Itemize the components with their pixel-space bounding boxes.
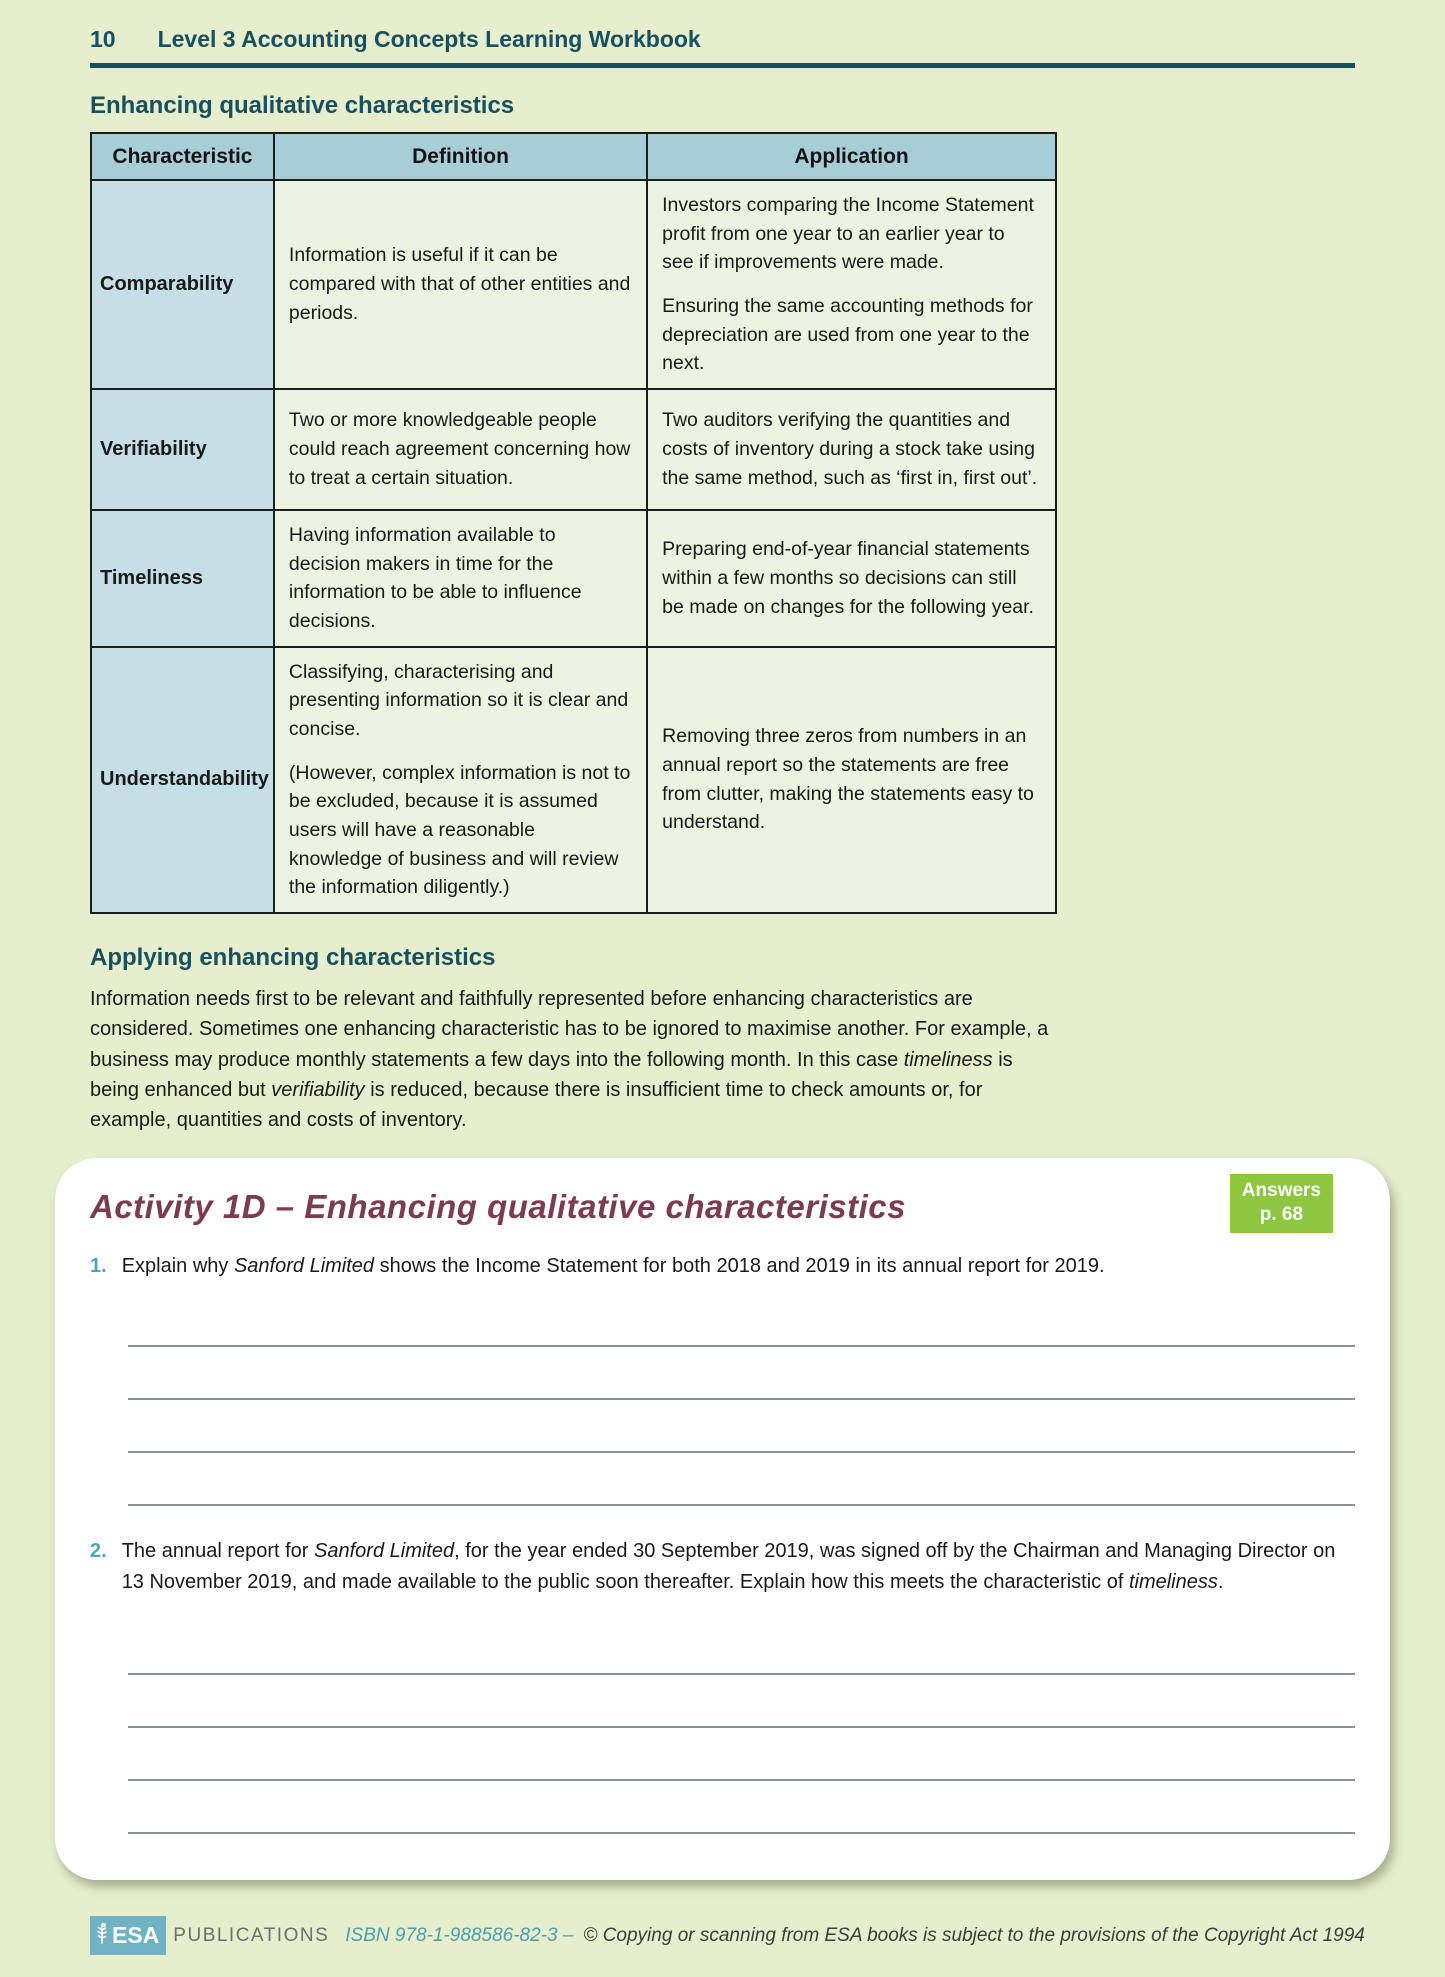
definition-cell: Information is useful if it can be compared with that of other entities and periods.: [274, 180, 647, 389]
question-1-answer-lines: [128, 1294, 1355, 1506]
answer-line: [128, 1728, 1355, 1781]
question-2-answer-lines: [128, 1622, 1355, 1834]
application-cell: Two auditors verifying the quantities and costs of inventory during a stock take using the same method, such as ‘first in, first out’.: [647, 389, 1056, 510]
page-number: 10: [90, 26, 116, 52]
application-cell: Investors comparing the Income Statement profit from one year to an earlier year to see if improvements were made. Ensuring the same accounting methods for depreciation are used from one year to the next.: [647, 180, 1056, 389]
activity-header: [90, 1172, 1355, 1233]
characteristic-cell: Verifiability: [91, 389, 274, 510]
question-1-text: Explain why Sanford Limited shows the Income Statement for both 2018 and 2019 in its annual report for 2019.: [121, 1255, 1105, 1278]
question-2-number: 2.: [90, 1540, 107, 1563]
isbn-text: ISBN 978-1-988586-82-3 –: [345, 1924, 574, 1946]
answer-line: [128, 1453, 1355, 1506]
question-1: [90, 1251, 1355, 1282]
characteristic-cell: Timeliness: [91, 510, 274, 647]
esa-logo: [90, 1916, 166, 1955]
application-cell: Preparing end-of-year financial statements within a few months so decisions can still be made on changes for the following year.: [647, 510, 1056, 647]
copyright-text: © Copying or scanning from ESA books is subject to the provisions of the Copyright Act 1994: [583, 1924, 1365, 1946]
answers-badge-label: Answers: [1241, 1179, 1321, 1201]
answer-line: [128, 1781, 1355, 1834]
table-row: [91, 647, 1056, 913]
column-header-application: Application: [647, 133, 1056, 180]
publications-label: PUBLICATIONS: [173, 1924, 330, 1946]
application-cell: Removing three zeros from numbers in an annual report so the statements are free from clutter, making the statements easy to understand.: [647, 647, 1056, 913]
characteristics-table: [90, 132, 1057, 914]
section-heading-applying: Applying enhancing characteristics: [90, 943, 496, 971]
question-1-number: 1.: [90, 1255, 107, 1278]
answers-badge: [1230, 1174, 1333, 1233]
characteristic-cell: Understandability: [91, 647, 274, 913]
fern-icon: [94, 1921, 110, 1949]
esa-logo-text: ESA: [112, 1921, 160, 1948]
page-footer: [90, 1916, 1365, 1955]
book-title: Level 3 Accounting Concepts Learning Workbook: [157, 26, 701, 52]
table-row: [91, 389, 1056, 510]
answers-badge-page: p. 68: [1259, 1204, 1304, 1226]
applying-paragraph: Information needs first to be relevant and faithfully represented before enhancing characteristics are considered. Sometimes one enhancing characteristic has to be ignored to maximise another. For example, a business may produce monthly statements a few days into the following month. In this case timeliness is being enhanced but verifiability is reduced, because there is insufficient time to check amounts or, for example, quantities and costs of inventory.: [90, 987, 1049, 1132]
definition-cell: Two or more knowledgeable people could reach agreement concerning how to treat a certain situation.: [274, 389, 647, 510]
section-heading-enhancing: Enhancing qualitative characteristics: [90, 92, 515, 119]
table-row: [91, 180, 1056, 389]
column-header-definition: Definition: [274, 133, 647, 180]
characteristic-cell: Comparability: [91, 180, 274, 389]
column-header-characteristic: Characteristic: [91, 133, 274, 180]
answer-line: [128, 1675, 1355, 1728]
definition-cell: Classifying, characterising and presenting information so it is clear and concise. (However, complex information is not to be excluded, because it is assumed users will have a reasonable knowledge of business and will review the information diligently.): [274, 647, 647, 913]
answer-line: [128, 1294, 1355, 1347]
question-2: [90, 1536, 1355, 1598]
table-row: [91, 510, 1056, 647]
answer-line: [128, 1400, 1355, 1453]
answer-line: [128, 1622, 1355, 1675]
table-header-row: [91, 133, 1056, 180]
activity-title: Activity 1D – Enhancing qualitative characteristics: [90, 1187, 906, 1225]
answer-line: [128, 1347, 1355, 1400]
question-2-text: The annual report for Sanford Limited, for the year ended 30 September 2019, was signed off by the Chairman and Managing Director on 13 November 2019, and made available to the public soon thereafter. Explain how this meets the characteristic of timeliness.: [121, 1540, 1336, 1594]
definition-cell: Having information available to decision makers in time for the information to be able to influence decisions.: [274, 510, 647, 647]
running-head: [90, 26, 1355, 68]
activity-box: [55, 1158, 1390, 1880]
